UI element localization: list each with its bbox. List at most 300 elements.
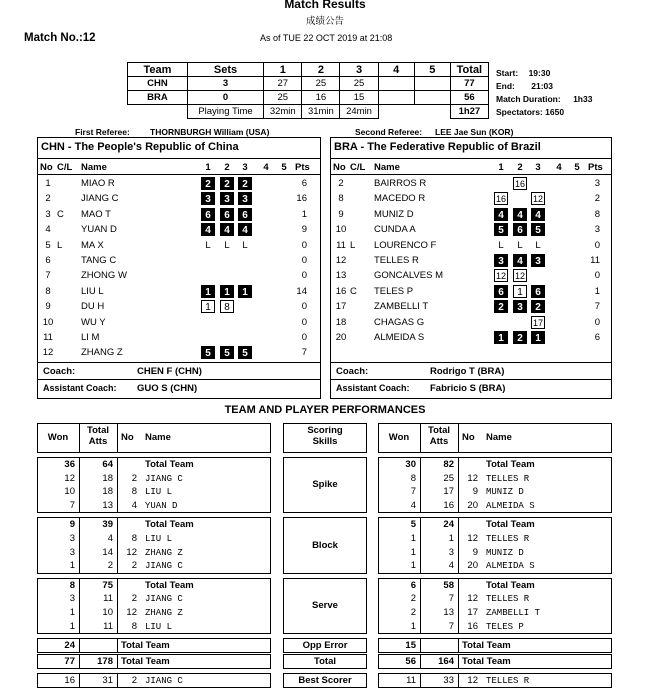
- player-name: GONCALVES M: [374, 270, 443, 282]
- player-number: 8: [45, 285, 51, 297]
- player-points: 6: [594, 332, 600, 343]
- perf-header-name: Name: [486, 432, 512, 443]
- perf-player-no: 2: [131, 675, 137, 687]
- as-of-timestamp: As of TUE 22 OCT 2019 at 21:08: [260, 33, 393, 43]
- player-points: 11: [590, 255, 600, 266]
- roster-header-divider: [330, 174, 612, 175]
- perf-atts: 13: [102, 499, 113, 511]
- perf-atts: 164: [438, 656, 454, 668]
- perf-atts: 25: [443, 472, 454, 484]
- roster-header-s4: 4: [556, 162, 562, 173]
- coach-label: Coach:: [336, 366, 369, 377]
- perf-atts: 17: [443, 486, 454, 498]
- player-number: 9: [45, 301, 51, 313]
- second-referee: LEE Jae Sun (KOR): [435, 127, 514, 137]
- scoring-skill: Best Scorer: [298, 675, 352, 687]
- player-points: 3: [594, 178, 600, 189]
- substitution-box: 1: [513, 285, 527, 298]
- starting-position-box: 4: [531, 208, 545, 221]
- scoring-skill: Total: [314, 656, 336, 668]
- perf-player-no: 12: [467, 533, 478, 544]
- starting-position-box: 2: [238, 177, 252, 190]
- libero-marker: L: [205, 239, 211, 251]
- roster-header-s1: 1: [498, 162, 504, 173]
- player-number: 10: [42, 316, 54, 328]
- starting-position-box: 3: [238, 192, 252, 205]
- perf-won: 36: [64, 459, 75, 470]
- perf-atts: 7: [448, 620, 454, 632]
- start-label: Start:: [496, 68, 519, 78]
- player-points: 0: [301, 301, 307, 313]
- perf-atts: 14: [102, 546, 113, 558]
- team-b-title: BRA - The Federative Republic of Brazil: [334, 141, 541, 153]
- player-number: 10: [335, 224, 347, 236]
- starting-position-box: 6: [238, 208, 252, 221]
- scoring-skill: Serve: [312, 600, 338, 611]
- perf-atts: 64: [102, 459, 113, 470]
- perf-player-name: TELLES R: [486, 676, 530, 687]
- end-label: End:: [496, 81, 515, 91]
- match-duration: 1h33: [573, 94, 593, 104]
- perf-total-team: Total Team: [145, 519, 194, 531]
- perf-player-name: LIU L: [145, 621, 173, 632]
- player-number: 3: [45, 208, 51, 220]
- player-number: 9: [338, 208, 344, 220]
- roster-header-s2: 2: [517, 162, 523, 173]
- summary-set-score: 25: [302, 77, 340, 91]
- perf-player-no: 8: [131, 620, 137, 632]
- table-divider: [458, 457, 459, 513]
- player-name: JIANG C: [81, 193, 119, 205]
- perf-won: 9: [69, 519, 75, 531]
- roster-header-s5: 5: [281, 162, 287, 173]
- player-points: 3: [594, 224, 600, 236]
- perf-player-name: MUNIZ D: [486, 547, 524, 558]
- starting-position-box: 5: [238, 346, 252, 359]
- perf-header-won: Won: [388, 432, 410, 443]
- assistant-coach-label: Assistant Coach:: [43, 383, 117, 393]
- perf-player-no: [462, 518, 478, 532]
- player-name: ZHANG Z: [81, 347, 123, 359]
- player-name: ZHONG W: [81, 270, 127, 282]
- playing-time-label: Playing Time: [187, 105, 263, 119]
- perf-player-name: TELLES R: [486, 594, 530, 605]
- table-divider: [458, 673, 459, 688]
- team-b-panel: [330, 137, 612, 399]
- perf-atts: 178: [97, 656, 113, 668]
- player-number: 7: [45, 270, 51, 282]
- starting-position-box: 2: [201, 177, 215, 190]
- perf-player-name: ZHANG Z: [145, 547, 183, 558]
- starting-position-box: 3: [201, 192, 215, 205]
- player-points: 8: [594, 208, 600, 220]
- player-points: 16: [296, 193, 307, 205]
- table-divider: [79, 638, 80, 653]
- perf-total-team: Total Team: [462, 656, 511, 668]
- libero-marker: L: [535, 239, 541, 251]
- starting-position-box: 5: [220, 346, 234, 359]
- roster-header-s2: 2: [224, 162, 230, 173]
- roster-header-no: No: [40, 162, 53, 173]
- player-name: DU H: [81, 301, 105, 313]
- summary-set-score: [378, 77, 414, 91]
- coach-name: Rodrigo T (BRA): [430, 366, 505, 377]
- coach-label: Coach:: [43, 366, 76, 377]
- summary-set-score: [378, 91, 414, 105]
- libero-marker: L: [517, 239, 523, 251]
- table-divider: [117, 638, 118, 653]
- perf-won: 4: [410, 499, 416, 511]
- playing-time-set: 31min: [302, 105, 340, 119]
- perf-player-name: ZAMBELLI T: [486, 608, 541, 618]
- summary-header-set2: 2: [302, 63, 340, 77]
- summary-row-bra: [128, 91, 489, 105]
- player-name: YUAN D: [81, 224, 117, 236]
- starting-position-box: 6: [531, 285, 545, 298]
- player-role: L: [350, 239, 356, 251]
- starting-position-box: 6: [201, 208, 215, 221]
- perf-player-no: [121, 579, 137, 593]
- summary-total: 77: [450, 77, 488, 91]
- perf-player-name: ZHANG Z: [145, 608, 183, 618]
- perf-atts: 24: [443, 519, 454, 531]
- player-points: 1: [594, 285, 600, 297]
- perf-total-team: Total Team: [462, 640, 511, 652]
- player-points: 7: [301, 347, 307, 359]
- perf-player-no: 8: [131, 533, 137, 544]
- player-name: TELLES R: [374, 255, 419, 266]
- substitution-box: 12: [514, 271, 525, 282]
- perf-won: 1: [69, 620, 75, 632]
- match-number: Match No.:12: [24, 32, 96, 44]
- roster-header-s4: 4: [263, 162, 269, 173]
- perf-total-team: Total Team: [145, 579, 194, 591]
- second-referee-label: Second Referee:: [355, 127, 423, 137]
- perf-won: 3: [69, 593, 75, 605]
- perf-won: 11: [406, 675, 416, 687]
- player-name: CHAGAS G: [374, 316, 425, 328]
- perf-player-no: [121, 458, 137, 472]
- perf-player-no: 4: [131, 499, 137, 511]
- player-name: MIAO R: [81, 178, 115, 189]
- summary-header-set5: 5: [414, 63, 450, 77]
- first-referee: THORNBURGH William (USA): [150, 127, 270, 137]
- player-number: 8: [338, 193, 344, 205]
- perf-won: 16: [64, 675, 75, 687]
- summary-set-score: 16: [302, 91, 340, 105]
- table-divider: [117, 517, 118, 573]
- starting-position-box: 5: [531, 223, 545, 236]
- player-number: 12: [42, 347, 54, 359]
- starting-position-box: 2: [531, 300, 545, 313]
- perf-won: 77: [64, 656, 75, 668]
- starting-position-box: 2: [513, 331, 527, 344]
- summary-sets: 0: [187, 91, 263, 105]
- perf-atts: 18: [102, 472, 113, 484]
- perf-player-no: 9: [472, 546, 478, 558]
- player-points: 7: [594, 301, 600, 313]
- scoring-skill: Spike: [312, 479, 338, 491]
- starting-position-box: 1: [494, 331, 508, 344]
- player-points: 0: [594, 270, 600, 282]
- perf-atts: 18: [102, 486, 113, 498]
- perf-won: 5: [410, 519, 416, 531]
- perf-player-no: 20: [467, 499, 478, 511]
- player-name: MUNIZ D: [374, 208, 414, 220]
- player-number: 4: [45, 224, 51, 236]
- perf-won: 1: [410, 533, 416, 544]
- player-number: 11: [43, 332, 53, 343]
- perf-won: 7: [410, 486, 416, 498]
- player-name: TELES P: [374, 285, 414, 297]
- coach-name: CHEN F (CHN): [137, 366, 202, 377]
- libero-marker: L: [224, 239, 230, 251]
- perf-player-name: JIANG C: [145, 676, 183, 687]
- summary-set-score: [414, 91, 450, 105]
- perf-won: 1: [410, 546, 416, 558]
- perf-atts: 16: [443, 499, 454, 511]
- perf-player-name: JIANG C: [145, 473, 183, 484]
- starting-position-box: 3: [513, 300, 527, 313]
- player-name: MACEDO R: [374, 193, 426, 205]
- player-number: 6: [45, 255, 51, 266]
- perf-won: 10: [64, 486, 75, 498]
- first-referee-label: First Referee:: [75, 127, 130, 137]
- perf-atts: 7: [448, 593, 454, 605]
- player-points: 0: [301, 316, 307, 328]
- perf-atts: 33: [443, 675, 454, 687]
- table-divider: [458, 517, 459, 573]
- perf-header-name: Name: [145, 432, 171, 443]
- perf-player-name: ALMEIDA S: [486, 500, 535, 511]
- player-number: 13: [335, 270, 347, 282]
- starting-position-box: 2: [494, 300, 508, 313]
- perf-atts: 1: [448, 533, 454, 544]
- substitution-box: 16: [514, 179, 525, 189]
- perf-player-no: 8: [131, 486, 137, 498]
- perf-total-team: Total Team: [121, 640, 170, 652]
- perf-won: 8: [410, 472, 416, 484]
- perf-player-name: LIU L: [145, 534, 173, 544]
- perf-player-name: JIANG C: [145, 594, 183, 605]
- perf-total-team: Total Team: [145, 459, 194, 470]
- perf-won: 2: [410, 607, 416, 618]
- starting-position-box: 6: [220, 208, 234, 221]
- perf-won: 7: [69, 499, 75, 511]
- perf-player-name: TELLES R: [486, 534, 530, 544]
- libero-marker: L: [498, 239, 504, 251]
- starting-position-box: 1: [220, 285, 234, 298]
- perf-won: 15: [405, 640, 416, 652]
- player-number: 20: [335, 332, 347, 343]
- summary-team: BRA: [128, 91, 188, 105]
- perf-atts: 58: [443, 579, 454, 591]
- starting-position-box: 2: [220, 177, 234, 190]
- perf-won: 8: [69, 579, 75, 591]
- player-role: L: [57, 239, 63, 251]
- summary-header-total: Total: [450, 63, 488, 77]
- perf-total-team: Total Team: [486, 579, 535, 591]
- starting-position-box: 1: [201, 285, 215, 298]
- summary-set-score: 25: [264, 91, 302, 105]
- player-name: LOURENCO F: [374, 239, 437, 251]
- roster-header-s3: 3: [242, 162, 248, 173]
- page-subtitle: 成绩公告: [305, 16, 344, 27]
- perf-player-name: JIANG C: [145, 561, 183, 572]
- perf-won: 2: [410, 593, 416, 605]
- player-name: BAIRROS R: [374, 178, 427, 189]
- summary-playing-time-row: [128, 105, 489, 119]
- player-name: MAO T: [81, 208, 111, 220]
- perf-player-name: TELLES R: [486, 473, 530, 484]
- perf-atts: 2: [107, 560, 113, 572]
- summary-set-score: [414, 77, 450, 91]
- roster-header-divider: [37, 174, 321, 175]
- summary-team: CHN: [128, 77, 188, 91]
- player-number: 2: [338, 178, 344, 189]
- table-divider: [117, 654, 118, 669]
- perf-player-no: [462, 458, 478, 472]
- perf-atts: 10: [102, 607, 113, 618]
- substitution-box: 17: [532, 317, 543, 328]
- starting-position-box: 4: [201, 223, 215, 236]
- starting-position-box: 3: [531, 254, 545, 267]
- assistant-coach-label: Assistant Coach:: [336, 383, 410, 393]
- perf-player-name: ALMEIDA S: [486, 561, 535, 572]
- table-divider: [117, 673, 118, 688]
- perf-header-no: No: [462, 432, 475, 443]
- table-divider: [458, 654, 459, 669]
- perf-atts: 39: [102, 519, 113, 531]
- perf-header-total: Total: [87, 425, 109, 436]
- perf-player-no: [121, 518, 137, 532]
- perf-player-no: 2: [131, 472, 137, 484]
- perf-atts: 4: [107, 533, 113, 544]
- perf-player-no: 12: [126, 607, 137, 618]
- perf-header-won: Won: [47, 432, 69, 443]
- duration-label: Match Duration:: [496, 94, 561, 104]
- performance-title: TEAM AND PLAYER PERFORMANCES: [224, 404, 426, 416]
- perf-won: 6: [410, 579, 416, 591]
- perf-header-no: No: [121, 432, 134, 443]
- match-summary-table: [127, 62, 489, 119]
- roster-header-name: Name: [81, 162, 107, 173]
- substitution-box: 8: [220, 300, 234, 313]
- roster-header-cl: C/L: [350, 162, 366, 173]
- player-role: C: [350, 285, 357, 297]
- summary-header-team: Team: [128, 63, 188, 77]
- skills-header-skills: Skills: [312, 436, 338, 447]
- table-divider: [117, 423, 118, 453]
- roster-header-pts: Pts: [295, 162, 310, 173]
- perf-player-no: 17: [467, 607, 478, 618]
- starting-position-box: 5: [201, 346, 215, 359]
- player-points: 0: [301, 255, 307, 266]
- roster-header-name: Name: [374, 162, 400, 173]
- scoring-skill: Block: [312, 539, 338, 551]
- end-time: 21:03: [531, 81, 554, 91]
- perf-won: 1: [410, 620, 416, 632]
- perf-player-name: TELES P: [486, 621, 524, 632]
- perf-player-no: 12: [126, 546, 137, 558]
- playing-time-set: 24min: [340, 105, 378, 119]
- perf-player-no: [462, 579, 478, 593]
- match-times: [496, 67, 592, 119]
- summary-total: 56: [450, 91, 488, 105]
- player-name: LI M: [81, 332, 100, 343]
- summary-header-set1: 1: [264, 63, 302, 77]
- table-divider: [420, 638, 421, 653]
- perf-won: 30: [405, 459, 416, 470]
- player-number: 17: [335, 301, 347, 313]
- player-points: 1: [301, 208, 307, 220]
- perf-player-name: YUAN D: [145, 500, 178, 511]
- roster-header-s3: 3: [535, 162, 541, 173]
- starting-position-box: 4: [220, 223, 234, 236]
- assistant-coach-name: GUO S (CHN): [137, 383, 198, 394]
- starting-position-box: 6: [494, 285, 508, 298]
- perf-atts: 13: [443, 607, 454, 618]
- roster-header-s1: 1: [205, 162, 211, 173]
- perf-player-no: 12: [467, 472, 478, 484]
- perf-player-no: 12: [467, 675, 478, 687]
- perf-player-no: 2: [131, 560, 137, 572]
- perf-won: 24: [64, 640, 75, 652]
- player-role: C: [57, 208, 64, 220]
- player-points: 2: [594, 193, 600, 205]
- perf-player-no: 20: [467, 560, 478, 572]
- roster-header-pts: Pts: [588, 162, 603, 173]
- table-divider: [117, 457, 118, 513]
- player-name: WU Y: [81, 316, 106, 328]
- player-points: 0: [301, 332, 307, 343]
- player-number: 2: [45, 193, 51, 205]
- substitution-box: 1: [201, 300, 215, 313]
- starting-position-box: 4: [238, 223, 252, 236]
- player-points: 14: [296, 285, 307, 297]
- skills-header-scoring: Scoring: [307, 425, 343, 436]
- perf-atts: 11: [103, 620, 113, 632]
- team-a-title: CHN - The People's Republic of China: [41, 141, 239, 153]
- substitution-box: 12: [532, 194, 543, 205]
- player-points: 9: [301, 224, 307, 236]
- perf-won: 3: [69, 533, 75, 544]
- spectators-count: 1650: [545, 107, 565, 117]
- summary-header-row: [128, 63, 489, 77]
- player-name: MA X: [81, 239, 104, 251]
- summary-sets: 3: [187, 77, 263, 91]
- perf-total-team: Total Team: [121, 656, 170, 668]
- player-points: 0: [301, 239, 307, 251]
- player-name: CUNDA A: [374, 224, 416, 236]
- perf-player-no: 9: [472, 486, 478, 498]
- starting-position-box: 3: [494, 254, 508, 267]
- perf-atts: 75: [102, 579, 113, 591]
- perf-won: 1: [410, 560, 416, 572]
- roster-header-no: No: [333, 162, 346, 173]
- starting-position-box: 4: [513, 208, 527, 221]
- starting-position-box: 4: [494, 208, 508, 221]
- player-points: 0: [594, 239, 600, 251]
- perf-atts: 4: [448, 560, 454, 572]
- player-name: TANG C: [81, 255, 117, 266]
- perf-player-no: 12: [467, 593, 478, 605]
- player-number: 12: [335, 255, 347, 266]
- roster-header-s5: 5: [574, 162, 580, 173]
- player-number: 16: [335, 285, 347, 297]
- perf-won: 1: [69, 607, 75, 618]
- summary-set-score: 15: [340, 91, 378, 105]
